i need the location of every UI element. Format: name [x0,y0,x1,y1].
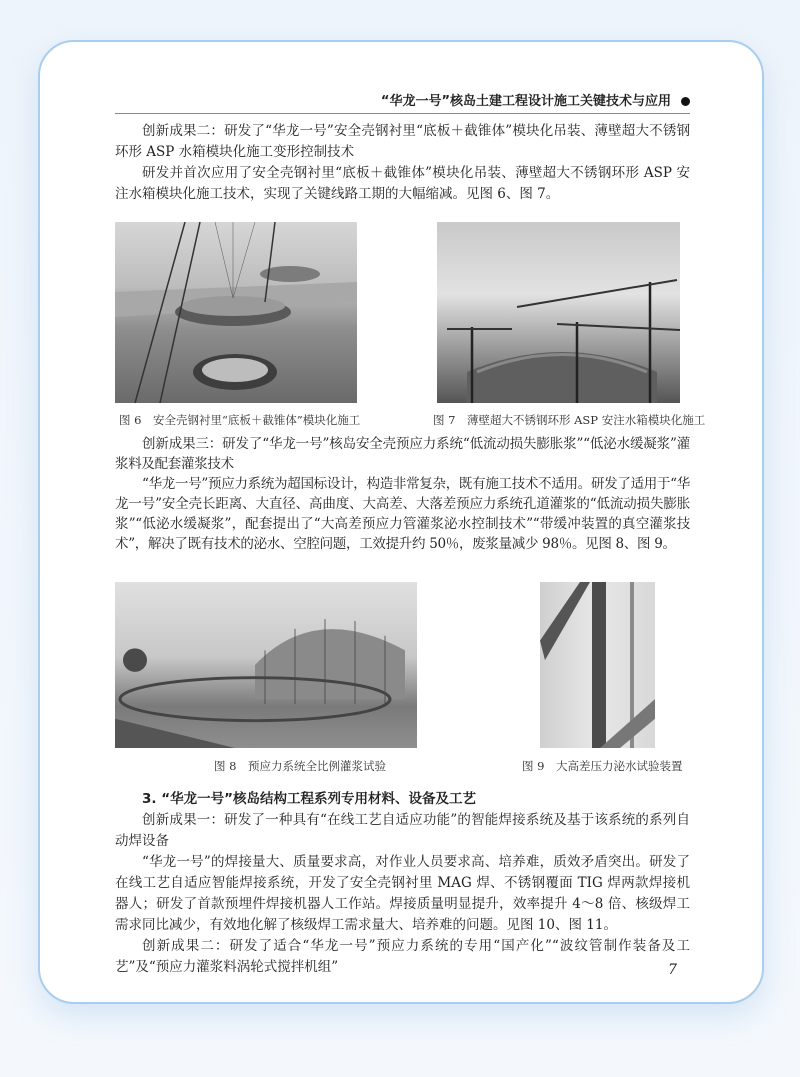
paragraph: 研发并首次应用了安全壳钢衬里“底板＋截锥体”模块化吊装、薄壁超大不锈钢环形 ASP 安注水箱模块化施工技术，实现了关键线路工期的大幅缩减。见图 6、图 7。 [115,165,690,202]
paragraph: 创新成果一：研发了一种具有“在线工艺自适应功能”的智能焊接系统及基于该系统的系列自动焊设备 [115,812,690,849]
bullet-icon [681,97,690,106]
paragraph: 创新成果二：研发了“华龙一号”安全壳钢衬里“底板＋截锥体”模块化吊装、薄壁超大不锈钢环形 ASP 水箱模块化施工变形控制技术 [115,123,690,160]
figure-6-photo [115,222,357,403]
figure-6-caption: 图 6 安全壳钢衬里“底板＋截锥体”模块化施工 [119,413,361,427]
paragraph: “华龙一号”的焊接量大、质量要求高，对作业人员要求高、培养难，质效矛盾突出。研发了在线工艺自适应智能焊接系统，开发了安全壳钢衬里 MAG 焊、不锈钢覆面 TIG 焊两款焊接机器人；研发了首款预埋件焊接机器人工作站。焊接质量明显提升，效率提升 4～8 倍、核级焊工需求同比减少，有效地化解了核级焊工需求量大、培养难的问题。见图 10、图 11。 [115,854,690,933]
figure-8-photo [115,582,417,748]
header-rule [115,113,690,114]
figure-9-photo [540,582,655,748]
page-number: 7 [668,962,677,978]
paragraph: 创新成果三：研发了“华龙一号”核岛安全壳预应力系统“低流动损失膨胀浆”“低泌水缓凝浆”灌浆料及配套灌浆技术 [115,436,690,472]
figure-7-caption: 图 7 薄壁超大不锈钢环形 ASP 安注水箱模块化施工 [433,413,706,427]
section-prestress-grout [115,434,690,554]
section-heading: 3. “华龙一号”核岛结构工程系列专用材料、设备及工艺 [142,791,476,807]
running-title: “华龙一号”核岛土建工程设计施工关键技术与应用 [380,94,671,109]
figure-9-caption: 图 9 大高差压力泌水试验装置 [522,759,683,773]
paragraph: “华龙一号”预应力系统为超国标设计，构造非常复杂，既有施工技术不适用。研发了适用于“华龙一号”安全壳长距离、大直径、高曲度、大高差、大落差预应力系统孔道灌浆的“低流动损失膨胀浆”“低泌水缓凝浆”，配套提出了“大高差预应力管灌浆泌水控制技术”“带缓冲装置的真空灌浆技术”，解决了既有技术的泌水、空腔问题，工效提升约 50％，废浆量减少 98％。见图 8、图 9。 [115,476,690,552]
section-steel-liner [115,121,690,205]
figure-7-photo [437,222,680,403]
section-materials-equipment [115,789,690,978]
paragraph: 创新成果二：研发了适合“华龙一号”预应力系统的专用“国产化”“波纹管制作装备及工艺”及“预应力灌浆料涡轮式搅拌机组” [115,938,690,975]
running-header [115,90,690,109]
figure-8-caption: 图 8 预应力系统全比例灌浆试验 [214,759,386,773]
